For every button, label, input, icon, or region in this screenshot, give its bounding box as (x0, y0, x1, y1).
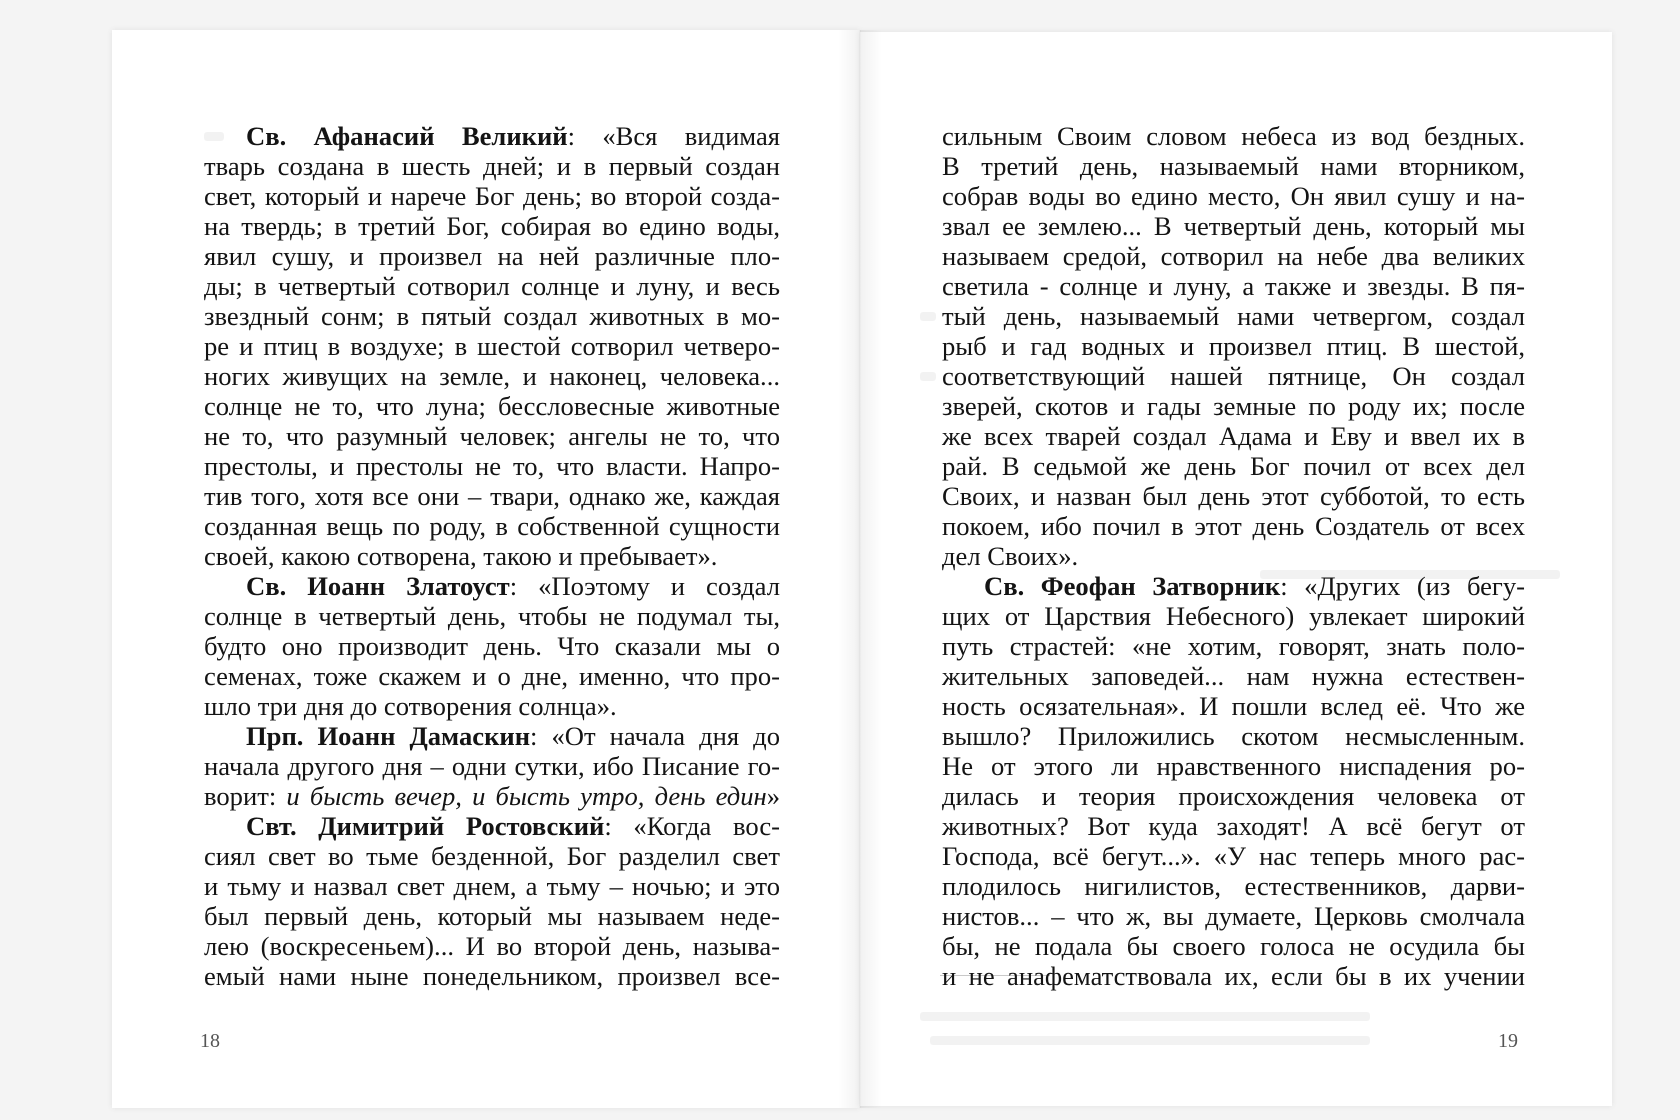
line-text: своей, какою сотворена, такою и пребывает». (204, 541, 718, 571)
line-text: путь страстей: «не хотим, говорят, знать поло- (942, 631, 1525, 661)
line-text: соответствующий нашей пятнице, Он создал (942, 361, 1525, 391)
text-line (942, 511, 1525, 541)
text-line (204, 121, 780, 151)
saint-name: Св. Феофан Затворник (984, 571, 1281, 601)
text-line (204, 541, 780, 571)
line-text: лею (воскресеньем)... И во второй день, называ- (204, 931, 780, 961)
text-line (942, 241, 1525, 271)
line-text: престолы, и престолы не то, что власти. Напро- (204, 451, 780, 481)
line-text: был первый день, который мы называем неде- (204, 901, 780, 931)
line-text: сильным Своим словом небеса из вод бездных. (942, 121, 1525, 151)
line-text: нистов... – что ж, вы думаете, Церковь смолчала (942, 901, 1525, 931)
line-text: бы, не подала бы своего голоса не осудила бы (942, 931, 1525, 961)
text-line (942, 841, 1525, 871)
show-through-mark (920, 372, 936, 381)
saint-name: Св. Афанасий Великий (246, 121, 568, 151)
line-text: сиял свет во тьме безденной, Бог разделил свет (204, 841, 780, 871)
line-text: покоем, ибо почил в этот день Создатель от всех (942, 511, 1525, 541)
text-line (942, 811, 1525, 841)
line-text: щих от Царствия Небесного) увлекает широкий (942, 601, 1525, 631)
line-text: тварь создана в шесть дней; и в первый создан (204, 151, 780, 181)
show-through-mark (930, 1036, 1370, 1045)
saint-name: Св. Иоанн Златоуст (246, 571, 510, 601)
left-page-text (204, 121, 780, 991)
saint-name: Прп. Иоанн Дамаскин (246, 721, 531, 751)
text-line (204, 451, 780, 481)
text-line (204, 721, 780, 751)
text-line (942, 541, 1525, 571)
show-through-mark (920, 1012, 1370, 1021)
text-line (942, 871, 1525, 901)
line-text: будто оно производит день. Что сказали мы о (204, 631, 780, 661)
line-text: дел Своих». (942, 541, 1079, 571)
line-text: же всех тварей создал Адама и Еву и ввел их в (942, 421, 1525, 451)
text-line (204, 631, 780, 661)
line-text: : «От начала дня до (530, 721, 780, 751)
text-line (942, 571, 1525, 601)
text-line (204, 481, 780, 511)
text-line (204, 211, 780, 241)
text-line (204, 901, 780, 931)
line-text: тив того, хотя все они – твари, однако же, каждая (204, 481, 780, 511)
line-text: В третий день, называемый нами вторником, (942, 151, 1525, 181)
text-line (942, 391, 1525, 421)
text-line (204, 511, 780, 541)
text-line (204, 391, 780, 421)
line-text: солнце не то, что луна; бессловесные животные (204, 391, 780, 421)
text-line (942, 781, 1525, 811)
text-line (942, 661, 1525, 691)
text-line (204, 181, 780, 211)
text-line (942, 631, 1525, 661)
text-line (942, 271, 1525, 301)
line-text: животных? Вот куда заходят! А всё бегут от (942, 811, 1525, 841)
line-text: семенах, тоже скажем и о дне, именно, что про- (204, 661, 780, 691)
line-text: светила - солнце и луну, а также и звезды. В пя- (942, 271, 1525, 301)
line-text: свет, который и нарече Бог день; во второй созда- (204, 181, 780, 211)
line-text: ность осязательная». И пошли вслед её. Что же (942, 691, 1525, 721)
text-line (942, 721, 1525, 751)
line-text: Своих, и назван был день этот субботой, то есть (942, 481, 1525, 511)
text-line (942, 691, 1525, 721)
line-text: называем средой, сотворил на небе два великих (942, 241, 1525, 271)
line-text: » (766, 781, 780, 811)
line-text: : «Когда вос- (604, 811, 781, 841)
line-text: жительных заповедей... нам нужна естествен- (942, 661, 1525, 691)
line-text: ре и птиц в воздухе; в шестой сотворил четверо- (204, 331, 780, 361)
text-line (204, 271, 780, 301)
text-line (942, 931, 1525, 961)
text-line (942, 301, 1525, 331)
text-line (204, 151, 780, 181)
text-line (942, 481, 1525, 511)
text-line (204, 931, 780, 961)
line-text: явил сушу, и произвел на ней различные пло- (204, 241, 780, 271)
text-line (942, 421, 1525, 451)
text-line (942, 901, 1525, 931)
line-text: Господа, всё бегут...». «У нас теперь много рас- (942, 841, 1525, 871)
line-text: созданная вещь по роду, в собственной сущности (204, 511, 780, 541)
line-text: емый нами ныне понедельником, произвел все- (204, 961, 780, 991)
text-line (942, 331, 1525, 361)
text-line (942, 151, 1525, 181)
line-text: тый день, называемый нами четвергом, создал (942, 301, 1525, 331)
text-line (204, 601, 780, 631)
text-line (204, 811, 780, 841)
line-text: на твердь; в третий Бог, собирая во едино воды, (204, 211, 780, 241)
text-line (204, 301, 780, 331)
text-line (942, 361, 1525, 391)
line-text: Не от этого ли нравственного ниспадения ро- (942, 751, 1525, 781)
text-line (204, 781, 780, 811)
saint-name: Свт. Димитрий Ростовский (246, 811, 605, 841)
line-text: : «Вся видимая (567, 121, 780, 151)
book-gutter (838, 30, 882, 1108)
text-line (942, 211, 1525, 241)
line-text: звездный сонм; в пятый создал животных в мо- (204, 301, 780, 331)
line-text: ворит: (204, 781, 287, 811)
text-line (204, 361, 780, 391)
line-text: : «Других (из бегу- (1280, 571, 1525, 601)
text-line (204, 571, 780, 601)
page-number-left: 18 (200, 1030, 220, 1052)
line-text: дилась и теория происхождения человека от (942, 781, 1525, 811)
text-line (942, 751, 1525, 781)
show-through-mark (920, 312, 936, 321)
line-text: собрав воды во едино место, Он явил сушу и на- (942, 181, 1525, 211)
text-line (204, 421, 780, 451)
line-text: плодилось нигилистов, естественников, дарви- (942, 871, 1525, 901)
text-line (942, 121, 1525, 151)
text-line (942, 961, 1525, 991)
text-line (942, 451, 1525, 481)
page-number-right: 19 (1498, 1030, 1518, 1052)
line-text: : «Поэтому и создал (509, 571, 780, 601)
line-text: и не анафематствовала их, если бы в их учении (942, 961, 1525, 991)
text-line (942, 181, 1525, 211)
text-line (204, 691, 780, 721)
scripture-quote: и бысть вечер, и бысть утро, день един (286, 781, 767, 811)
text-line (942, 601, 1525, 631)
line-text: рай. В седьмой же день Бог почил от всех дел (942, 451, 1525, 481)
line-text: шло три дня до сотворения солнца». (204, 691, 617, 721)
line-text: ды; в четвертый сотворил солнце и луну, и весь (204, 271, 780, 301)
line-text: ногих живущих на земле, и наконец, человека... (204, 361, 780, 391)
line-text: солнце в четвертый день, чтобы не подумал ты, (204, 601, 780, 631)
right-page-text (942, 121, 1525, 991)
text-line (204, 331, 780, 361)
line-text: вышло? Приложились скотом несмысленным. (942, 721, 1525, 751)
text-line (204, 961, 780, 991)
line-text: рыб и гад водных и произвел птиц. В шестой, (942, 331, 1525, 361)
text-line (204, 241, 780, 271)
line-text: звал ее землею... В четвертый день, который мы (942, 211, 1525, 241)
line-text: начала другого дня – одни сутки, ибо Писание го- (204, 751, 780, 781)
text-line (204, 751, 780, 781)
text-line (204, 871, 780, 901)
text-line (204, 661, 780, 691)
line-text: не то, что разумный человек; ангелы не то, что (204, 421, 780, 451)
line-text: и тьму и назвал свет днем, а тьму – ночью; и это (204, 871, 780, 901)
line-text: зверей, скотов и гады земные по роду их; после (942, 391, 1525, 421)
text-line (204, 841, 780, 871)
